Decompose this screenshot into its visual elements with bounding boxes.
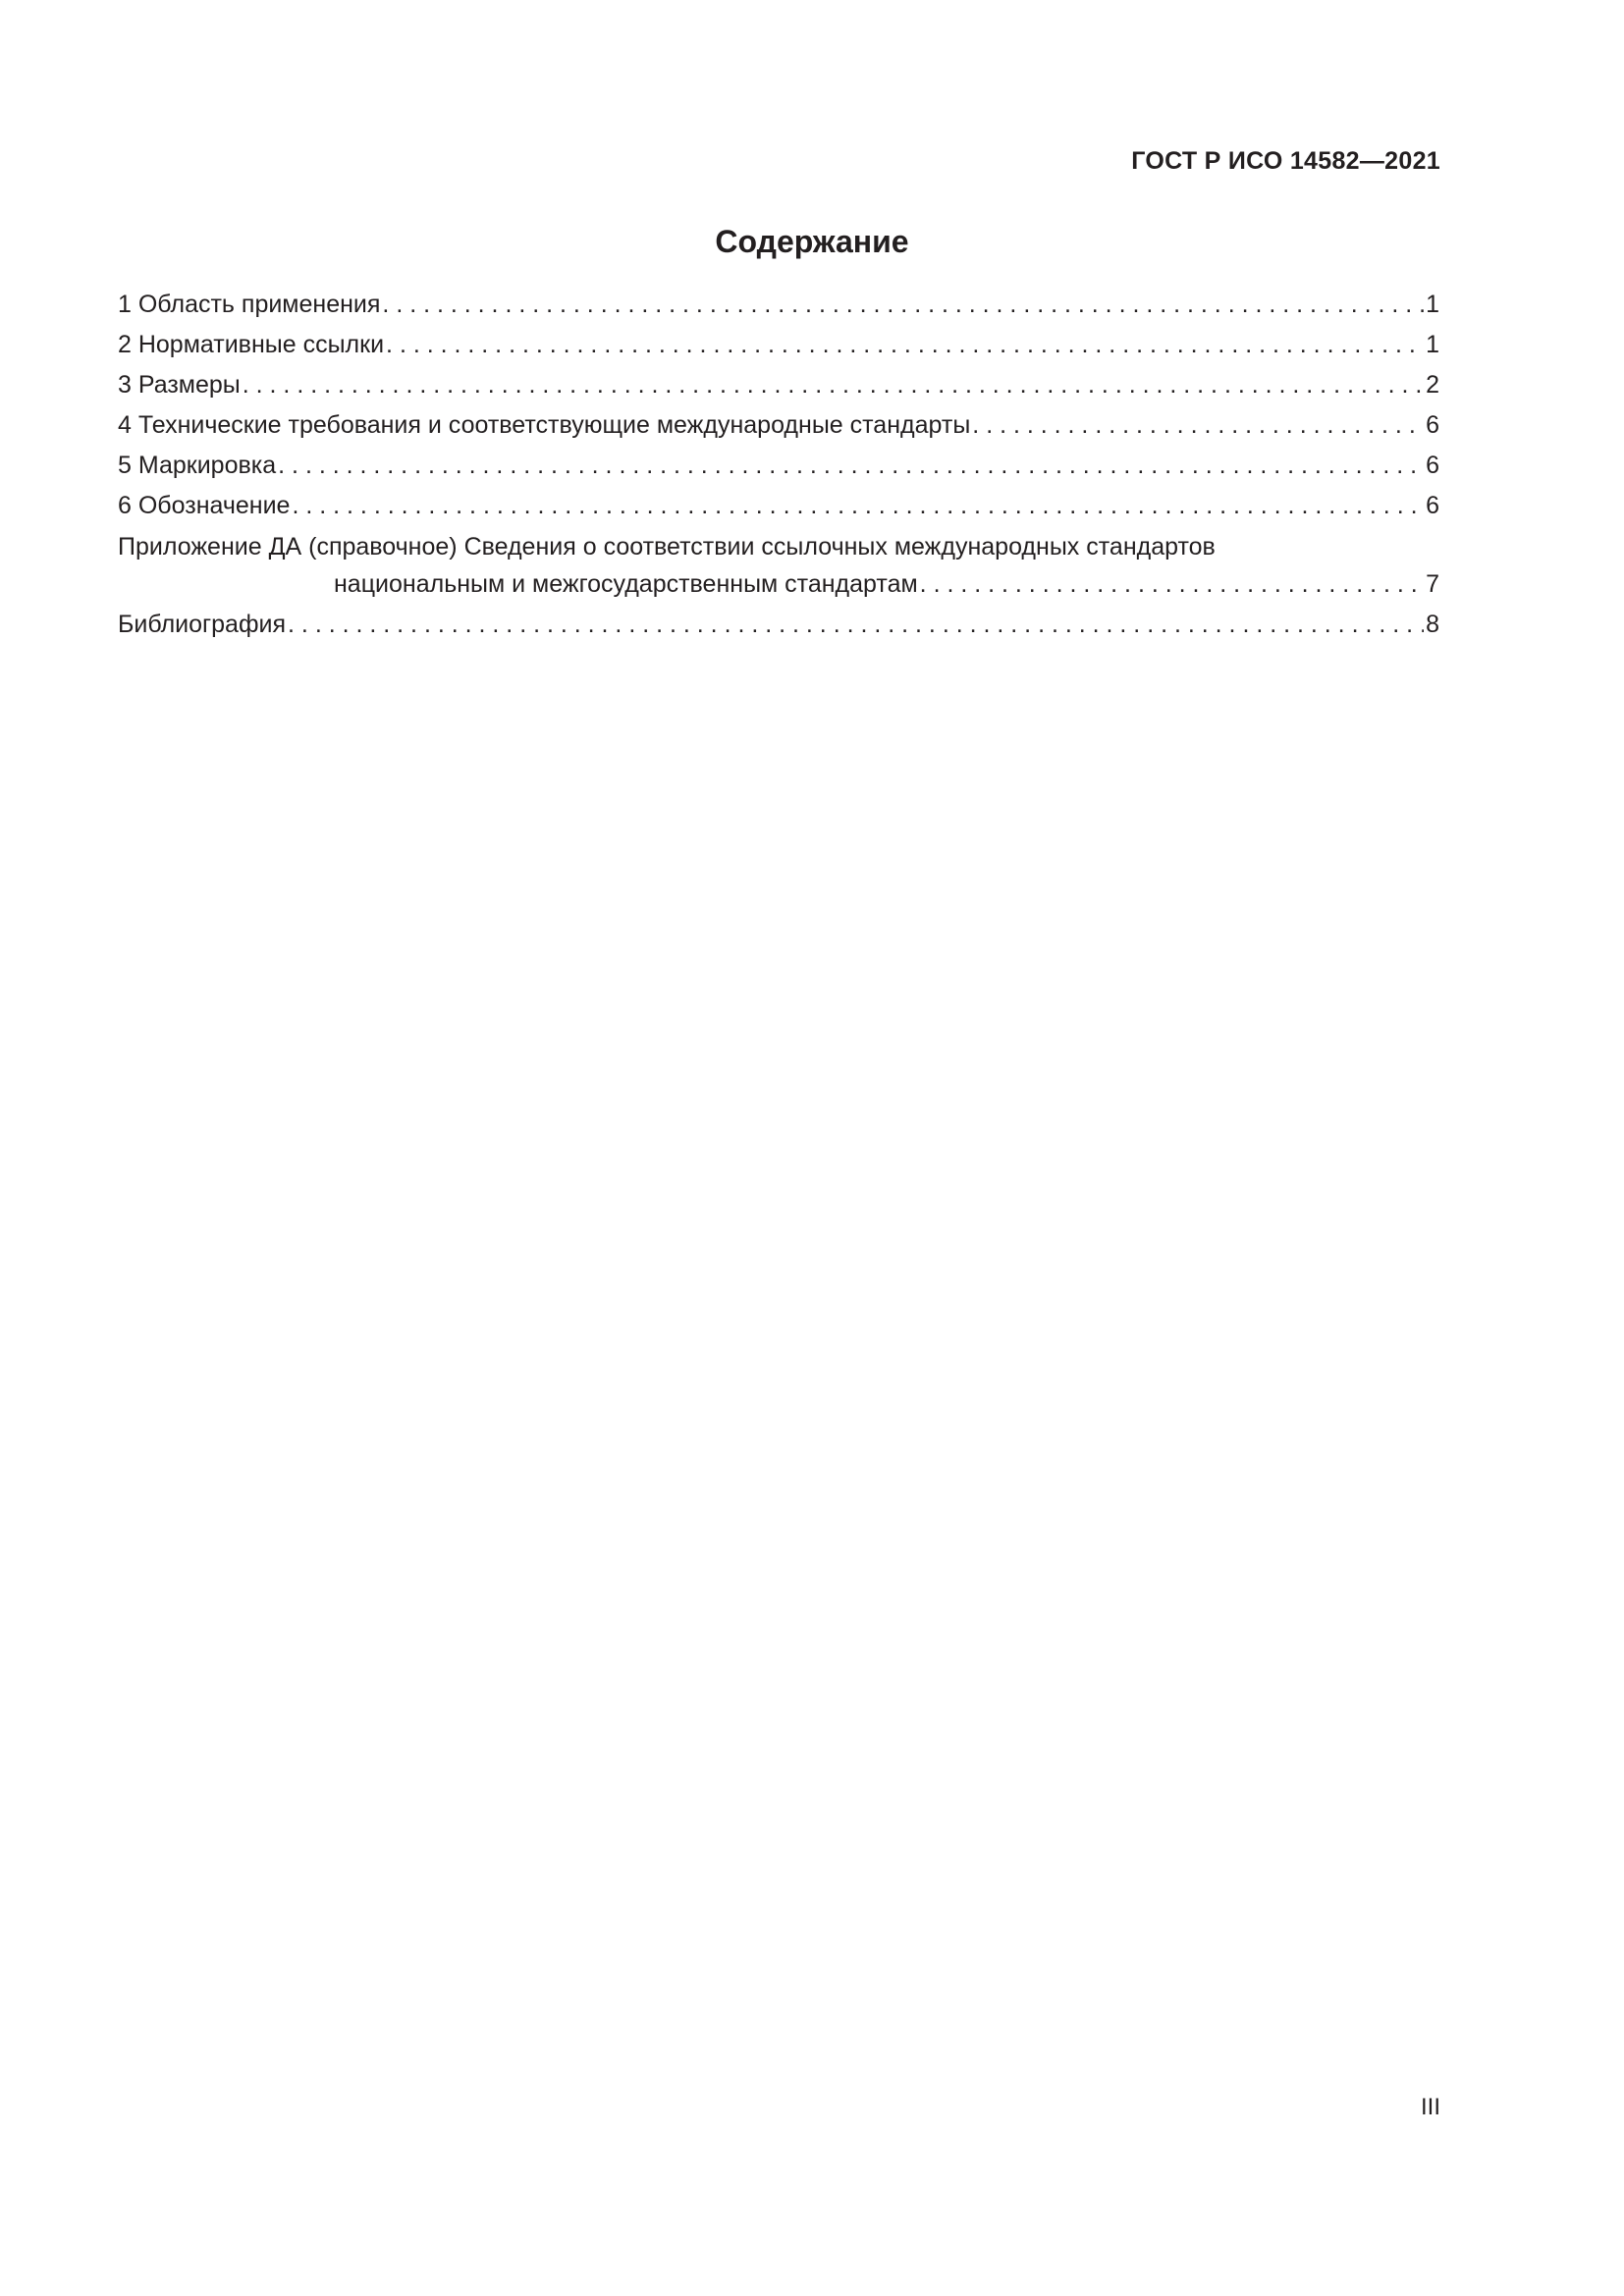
toc-entry-dimensions[interactable] <box>118 365 1439 405</box>
toc-entry-page: 6 <box>1426 492 1439 519</box>
toc-entry-designation[interactable] <box>118 486 1439 526</box>
dot-leader <box>382 285 1424 325</box>
toc-entry-appendix-da[interactable] <box>118 526 1439 603</box>
page-number: III <box>1420 2094 1440 2120</box>
dot-leader <box>292 486 1424 526</box>
dot-leader <box>920 565 1424 603</box>
toc-entry-page: 2 <box>1426 371 1439 399</box>
toc-entry-label: национальным и межгосударственным стандартам <box>334 570 918 598</box>
toc-entry-label: 4 Технические требования и соответствующие международные стандарты <box>118 411 971 439</box>
toc-entry-scope[interactable] <box>118 285 1439 325</box>
toc-entry-label: 5 Маркировка <box>118 452 277 479</box>
toc-entry-marking[interactable] <box>118 446 1439 486</box>
toc-entry-continuation <box>118 565 1439 603</box>
toc-entry-label: Библиография <box>118 611 287 638</box>
toc-entry-page: 1 <box>1426 291 1439 318</box>
toc-entry-technical-requirements[interactable] <box>118 405 1439 446</box>
dot-leader <box>243 365 1424 405</box>
toc-entry-label: 2 Нормативные ссылки <box>118 331 385 358</box>
standard-designation: ГОСТ Р ИСО 14582—2021 <box>1131 147 1440 175</box>
toc-entry-page: 1 <box>1426 331 1439 358</box>
dot-leader <box>386 325 1424 365</box>
toc-entry-bibliography[interactable] <box>118 605 1439 645</box>
toc-entry-label: 6 Обозначение <box>118 492 291 519</box>
toc-entry-label: 1 Область применения <box>118 291 381 318</box>
toc-entry-page: 7 <box>1426 570 1439 598</box>
toc-entry-page: 6 <box>1426 411 1439 439</box>
toc-entry-page: 6 <box>1426 452 1439 479</box>
toc-entry-label: 3 Размеры <box>118 371 241 399</box>
table-of-contents <box>118 285 1439 645</box>
dot-leader <box>972 405 1424 446</box>
toc-title: Содержание <box>715 224 909 259</box>
dot-leader <box>288 605 1424 645</box>
toc-entry-label: Приложение ДА (справочное) Сведения о соответствии ссылочных международных стандартов <box>118 533 1216 561</box>
toc-entry-page: 8 <box>1426 611 1439 638</box>
dot-leader <box>278 446 1424 486</box>
toc-entry-normative-references[interactable] <box>118 325 1439 365</box>
